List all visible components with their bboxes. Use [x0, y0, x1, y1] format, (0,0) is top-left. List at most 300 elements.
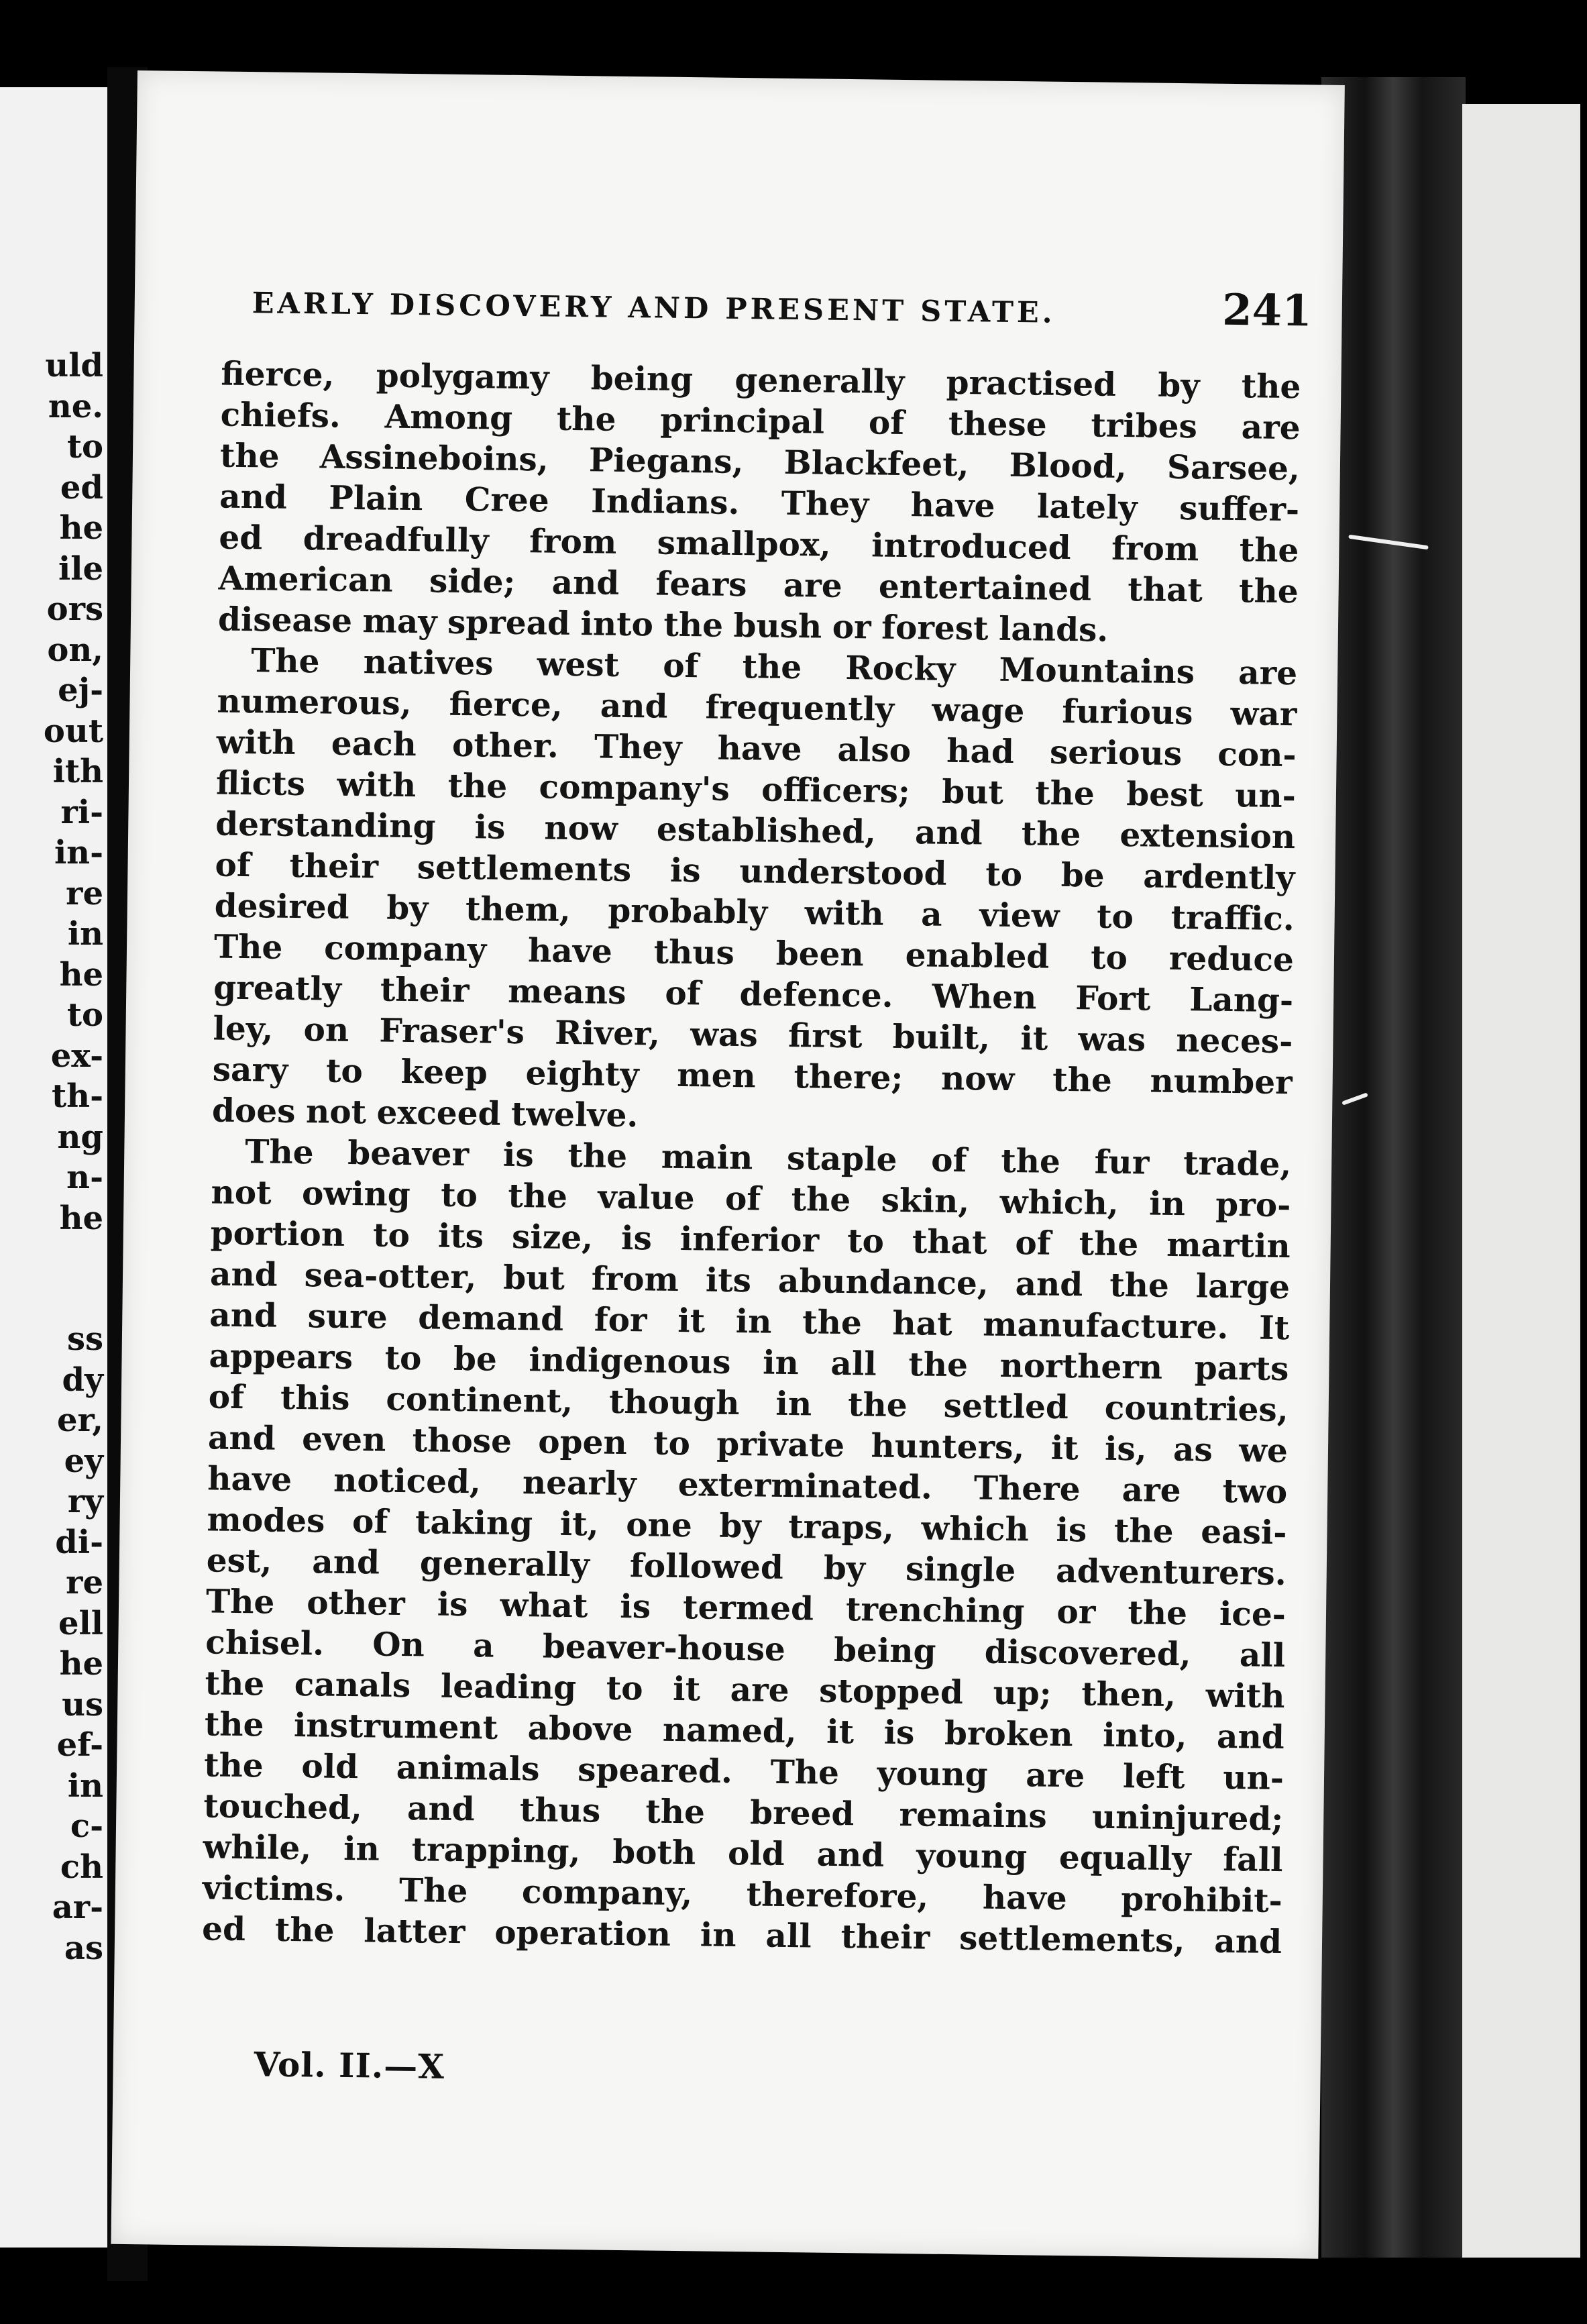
- word: their: [380, 970, 470, 1010]
- word: it: [1050, 1428, 1079, 1468]
- word: open: [538, 1422, 628, 1463]
- word: is,: [1104, 1429, 1147, 1469]
- word: their: [289, 846, 379, 886]
- left-fragment: in: [67, 1766, 103, 1805]
- word: fur: [1094, 1143, 1150, 1182]
- word: the: [1128, 1593, 1188, 1633]
- word: settled: [943, 1386, 1069, 1427]
- word: of: [351, 1502, 388, 1541]
- word: River,: [554, 1013, 661, 1053]
- word: chiefs.: [220, 395, 341, 435]
- word: exterminated.: [677, 1465, 933, 1507]
- word: Cree: [464, 480, 550, 520]
- word: to: [440, 1175, 478, 1215]
- word: leading: [440, 1667, 577, 1707]
- word: means: [508, 971, 626, 1012]
- word: There: [973, 1469, 1081, 1509]
- word: are: [1026, 1756, 1085, 1795]
- word: sary: [212, 1050, 288, 1090]
- word: while,: [203, 1828, 312, 1868]
- word: therefore,: [746, 1875, 929, 1916]
- word: up;: [993, 1673, 1052, 1713]
- word: in: [700, 1915, 736, 1955]
- word: introduced: [871, 526, 1072, 568]
- word: their: [840, 1917, 930, 1957]
- word: to: [606, 1669, 643, 1708]
- word: a: [920, 895, 943, 934]
- left-fragment: re: [66, 1564, 103, 1601]
- left-fragment: uld: [45, 347, 103, 384]
- word: in: [762, 1343, 800, 1383]
- word: other: [307, 1583, 406, 1624]
- word: owing: [301, 1174, 411, 1214]
- word: is: [502, 1135, 535, 1175]
- word: extension: [1119, 815, 1296, 857]
- left-fragment: ne.: [48, 387, 103, 425]
- word: may: [362, 602, 437, 641]
- word: and: [219, 477, 288, 517]
- word: into,: [1102, 1715, 1187, 1756]
- word: them,: [465, 890, 571, 929]
- word: On: [372, 1625, 425, 1665]
- word: to: [985, 855, 1023, 894]
- word: demand: [418, 1298, 564, 1338]
- word: number: [1150, 1061, 1293, 1102]
- word: all: [1239, 1636, 1286, 1675]
- word: The: [205, 1582, 275, 1622]
- word: is: [620, 1218, 653, 1258]
- word: a: [472, 1626, 494, 1665]
- word: fears: [655, 564, 747, 604]
- signature-mark: Vol. II.—X: [254, 2044, 445, 2087]
- word: Sarsee,: [1166, 447, 1301, 488]
- word: frequently: [705, 688, 895, 729]
- page-header: [252, 273, 1312, 336]
- word: and: [312, 1542, 380, 1582]
- word: operation: [494, 1913, 671, 1954]
- word: beaver: [347, 1133, 470, 1174]
- word: being: [590, 359, 694, 399]
- word: private: [716, 1424, 845, 1465]
- left-fragment: ed: [60, 468, 103, 507]
- word: smallpox,: [657, 523, 832, 564]
- word: was: [1078, 1020, 1146, 1059]
- word: into: [580, 604, 654, 644]
- word: the: [204, 1705, 264, 1744]
- word: the: [1000, 1141, 1061, 1181]
- word: continent,: [386, 1379, 573, 1421]
- word: company,: [521, 1872, 693, 1913]
- word: taking: [415, 1503, 533, 1543]
- word: the: [1109, 1265, 1170, 1305]
- word: not: [305, 1092, 367, 1132]
- word: Blackfeet,: [783, 443, 969, 484]
- word: or: [1056, 1592, 1096, 1632]
- word: size,: [511, 1217, 594, 1257]
- word: thus: [653, 933, 735, 972]
- word: American: [218, 559, 394, 600]
- word: young: [877, 1754, 988, 1794]
- word: both: [612, 1832, 696, 1872]
- left-fragment: ej-: [58, 672, 103, 709]
- word: equally: [1058, 1838, 1191, 1879]
- word: or: [832, 607, 872, 647]
- word: the: [1079, 1224, 1139, 1264]
- word: portion: [210, 1214, 345, 1254]
- word: breed: [749, 1793, 855, 1834]
- word: and: [209, 1255, 278, 1294]
- word: it: [1020, 1019, 1048, 1058]
- left-fragment: n-: [66, 1159, 103, 1196]
- word: staple: [786, 1139, 897, 1179]
- word: easi-: [1200, 1512, 1287, 1552]
- left-fragment: ng: [57, 1118, 103, 1156]
- word: of: [215, 845, 252, 885]
- left-fragment: ors: [46, 590, 103, 628]
- word: to: [846, 1222, 885, 1261]
- word: with: [337, 765, 417, 805]
- word: natives: [363, 643, 494, 683]
- word: defence.: [739, 975, 893, 1015]
- word: was: [690, 1015, 759, 1055]
- word: are: [1121, 1471, 1181, 1510]
- word: first: [787, 1016, 863, 1056]
- word: un-: [1234, 776, 1297, 816]
- word: from: [1111, 529, 1199, 569]
- word: of: [662, 646, 699, 686]
- word: the: [1241, 367, 1301, 407]
- word: to: [384, 1338, 422, 1378]
- word: the: [802, 1303, 863, 1342]
- word: the: [1113, 1511, 1174, 1551]
- word: followed: [629, 1546, 784, 1587]
- word: The: [213, 927, 283, 967]
- word: and: [551, 563, 620, 602]
- word: probably: [608, 891, 768, 932]
- word: tribes: [1091, 406, 1198, 446]
- word: established,: [656, 810, 877, 851]
- word: be: [1060, 855, 1105, 895]
- word: be: [453, 1339, 498, 1379]
- word: prohibit-: [1121, 1880, 1283, 1921]
- word: is: [883, 1713, 915, 1752]
- word: est,: [206, 1541, 272, 1581]
- left-fragment: out: [43, 712, 103, 750]
- word: flicts: [215, 763, 306, 804]
- word: have: [527, 931, 613, 971]
- word: in: [1148, 1184, 1186, 1224]
- word: touched,: [203, 1787, 363, 1828]
- word: there;: [794, 1057, 904, 1098]
- word: view: [979, 896, 1060, 935]
- word: is: [437, 1585, 468, 1624]
- left-fragment: dy: [62, 1361, 103, 1399]
- word: entertained: [878, 567, 1092, 609]
- left-fragment: er,: [56, 1402, 103, 1439]
- left-fragment: ith: [52, 753, 103, 790]
- word: to: [325, 1051, 364, 1091]
- left-fragment: re: [66, 874, 103, 912]
- word: Fort: [1075, 979, 1151, 1018]
- word: for: [594, 1300, 647, 1340]
- word: in: [775, 1384, 812, 1424]
- left-fragment: ey: [64, 1442, 103, 1480]
- word: in: [735, 1302, 772, 1341]
- word: the: [791, 1180, 851, 1220]
- word: built,: [892, 1017, 991, 1057]
- word: above: [527, 1709, 633, 1749]
- word: its: [437, 1216, 484, 1256]
- word: When: [932, 977, 1037, 1017]
- word: Mountains: [999, 650, 1195, 692]
- word: by: [719, 1506, 761, 1546]
- word: by: [823, 1548, 866, 1588]
- word: with: [216, 723, 296, 762]
- word: of: [208, 1377, 245, 1417]
- word: understood: [739, 852, 947, 893]
- left-fragment: to: [66, 996, 103, 1034]
- word: the: [447, 766, 508, 806]
- left-fragment: ell: [58, 1604, 103, 1642]
- word: generally: [734, 360, 905, 402]
- word: is: [1056, 1510, 1087, 1550]
- word: with: [804, 894, 884, 933]
- word: and: [1214, 1921, 1282, 1962]
- word: martin: [1166, 1225, 1291, 1266]
- word: and: [1015, 1265, 1083, 1304]
- word: wage: [931, 690, 1025, 731]
- word: not: [211, 1173, 272, 1212]
- word: to: [372, 1216, 411, 1255]
- word: to: [653, 1424, 691, 1463]
- word: ley,: [213, 1009, 274, 1049]
- word: con-: [1217, 735, 1297, 775]
- left-fragment: in: [67, 915, 103, 953]
- word: ice-: [1219, 1594, 1287, 1634]
- word: indigenous: [529, 1340, 731, 1381]
- left-page-fragments: [44, 346, 103, 1968]
- left-fragment: us: [62, 1685, 103, 1724]
- word: Blood,: [1009, 445, 1128, 486]
- word: two: [1222, 1471, 1288, 1512]
- word: suffer-: [1179, 489, 1300, 529]
- word: to: [1090, 938, 1128, 978]
- word: is: [669, 851, 701, 890]
- left-fragment: he: [59, 1645, 103, 1683]
- word: officers;: [761, 770, 911, 811]
- word: which,: [999, 1182, 1119, 1222]
- word: been: [775, 934, 865, 974]
- word: the: [556, 399, 616, 439]
- word: reduce: [1168, 939, 1295, 980]
- word: are: [1238, 653, 1298, 693]
- word: war: [1230, 694, 1297, 734]
- word: have: [207, 1459, 292, 1499]
- left-fragment: di-: [55, 1523, 103, 1561]
- left-fragment: he: [59, 509, 103, 547]
- word: abundance,: [777, 1261, 989, 1303]
- word: it,: [559, 1504, 599, 1544]
- word: remains: [899, 1795, 1048, 1836]
- word: best: [1126, 775, 1204, 814]
- word: value: [598, 1177, 695, 1218]
- word: all: [765, 1916, 812, 1956]
- word: also: [837, 730, 912, 770]
- word: instrument: [293, 1706, 498, 1747]
- word: greatly: [213, 968, 342, 1008]
- word: traffic.: [1170, 898, 1295, 939]
- word: men: [676, 1055, 757, 1096]
- word: each: [331, 724, 417, 764]
- word: the: [1238, 572, 1299, 611]
- word: is: [620, 1587, 651, 1626]
- word: is: [474, 808, 506, 847]
- word: does: [211, 1091, 296, 1130]
- word: these: [948, 404, 1047, 444]
- word: the: [663, 605, 724, 645]
- word: now: [544, 808, 618, 848]
- word: though: [608, 1382, 740, 1423]
- word: the: [1239, 531, 1299, 570]
- word: old: [727, 1834, 785, 1873]
- word: those: [412, 1421, 512, 1461]
- word: have: [717, 729, 802, 769]
- word: exceed: [376, 1093, 501, 1133]
- word: modes: [207, 1500, 325, 1540]
- left-fragment: ef-: [56, 1726, 103, 1764]
- word: fierce,: [221, 354, 335, 394]
- word: the: [1021, 814, 1081, 854]
- word: principal: [659, 401, 825, 441]
- left-fragment: [44, 1238, 103, 1319]
- word: uninjured;: [1091, 1797, 1284, 1839]
- word: victims.: [202, 1868, 345, 1909]
- word: from: [529, 522, 617, 562]
- word: beaver-house: [542, 1627, 786, 1669]
- word: have: [982, 1878, 1068, 1918]
- word: chisel.: [205, 1623, 325, 1663]
- word: had: [946, 731, 1015, 772]
- word: and: [1216, 1717, 1285, 1757]
- word: sure: [307, 1297, 388, 1336]
- word: spread: [447, 602, 571, 643]
- word: inferior: [679, 1220, 820, 1260]
- word: the: [1034, 774, 1095, 813]
- word: that: [1128, 570, 1203, 610]
- word: this: [280, 1378, 350, 1418]
- word: are: [1241, 408, 1301, 447]
- word: The: [398, 1870, 468, 1911]
- word: the: [205, 1664, 265, 1703]
- left-fragment: th-: [52, 1077, 103, 1115]
- word: traps,: [787, 1508, 895, 1547]
- word: main: [661, 1137, 753, 1177]
- left-fragment: he: [59, 1199, 103, 1237]
- word: ardently: [1143, 857, 1295, 898]
- word: skin,: [881, 1181, 970, 1221]
- word: and: [816, 1835, 885, 1874]
- word: They: [781, 484, 869, 524]
- word: trenching: [845, 1590, 1025, 1631]
- word: The: [770, 1752, 840, 1792]
- word: Lang-: [1189, 980, 1294, 1020]
- word: and: [914, 813, 983, 853]
- word: Indians.: [590, 482, 740, 523]
- word: derstanding: [215, 804, 436, 846]
- word: named,: [662, 1710, 798, 1751]
- word: are: [783, 566, 842, 605]
- left-fragment: he: [59, 955, 103, 994]
- word: it: [826, 1712, 855, 1752]
- word: but: [502, 1258, 565, 1298]
- word: furious: [1062, 692, 1193, 733]
- word: the: [847, 1385, 908, 1425]
- word: hunters,: [871, 1426, 1025, 1467]
- word: appears: [209, 1336, 353, 1377]
- word: dreadfully: [303, 519, 489, 560]
- word: old: [301, 1747, 359, 1787]
- word: adventurers.: [1055, 1551, 1287, 1593]
- right-page-sliver: [1462, 104, 1580, 2258]
- word: Fraser's: [379, 1011, 525, 1052]
- word: but: [941, 772, 1004, 812]
- book-page: [111, 70, 1344, 2259]
- word: hat: [892, 1304, 952, 1343]
- word: enabled: [905, 936, 1050, 976]
- word: have: [910, 486, 995, 525]
- word: side;: [429, 562, 516, 601]
- word: The: [244, 1132, 314, 1172]
- word: west: [537, 645, 620, 684]
- word: latter: [364, 1911, 466, 1952]
- word: what: [500, 1585, 588, 1626]
- word: un-: [1222, 1758, 1284, 1798]
- word: northern: [999, 1346, 1163, 1387]
- body-text: [202, 354, 1301, 1962]
- word: numerous,: [217, 682, 412, 723]
- word: in: [343, 1829, 380, 1868]
- page-number: 241: [1221, 284, 1313, 337]
- word: young: [916, 1836, 1028, 1877]
- word: its: [705, 1261, 752, 1300]
- word: generally: [419, 1544, 590, 1585]
- word: as: [1172, 1430, 1213, 1469]
- word: one: [625, 1506, 693, 1545]
- word: it: [672, 1669, 701, 1709]
- word: of: [1015, 1224, 1052, 1263]
- word: other.: [451, 725, 559, 765]
- word: and: [406, 1789, 476, 1829]
- word: Among: [384, 397, 513, 437]
- word: then,: [1081, 1675, 1176, 1715]
- word: the: [1052, 1060, 1113, 1100]
- word: and: [209, 1296, 278, 1335]
- left-fragment: ry: [67, 1483, 103, 1520]
- word: we: [1238, 1431, 1289, 1471]
- word: Plain: [328, 478, 423, 519]
- edge-mark: [1342, 1092, 1368, 1105]
- word: fall: [1223, 1840, 1283, 1880]
- word: the: [203, 1746, 264, 1785]
- word: It: [1258, 1308, 1290, 1348]
- left-fragment: in-: [54, 834, 103, 872]
- word: manufacture.: [982, 1305, 1229, 1347]
- word: neces-: [1176, 1021, 1293, 1061]
- word: desired: [214, 886, 349, 927]
- word: on: [303, 1010, 349, 1049]
- word: They: [594, 727, 682, 767]
- left-fragment: ile: [58, 549, 103, 588]
